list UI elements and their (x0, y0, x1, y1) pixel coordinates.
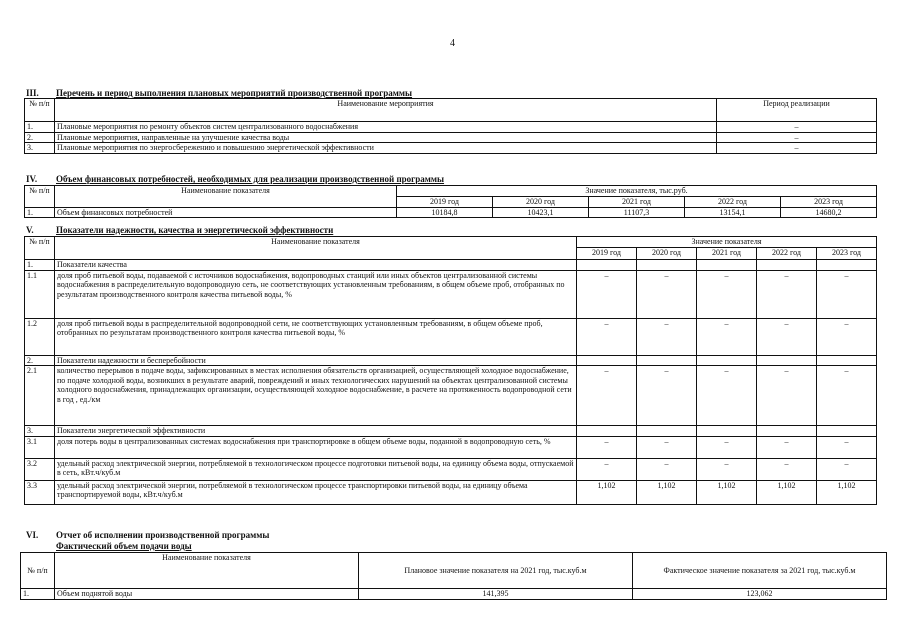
section-3-number: III. (26, 88, 39, 98)
table-row (25, 143, 877, 154)
row-value: – (577, 366, 637, 426)
table-row (25, 436, 877, 458)
row-value: – (637, 270, 697, 318)
s4-year: 2023 год (781, 197, 877, 208)
row-name: Объем поднятой воды (55, 589, 359, 600)
row-number: 1.1 (25, 270, 55, 318)
s3-header-period: Период реализации (717, 99, 877, 122)
row-value: – (817, 318, 877, 355)
table-row (25, 122, 877, 133)
s4-year: 2021 год (589, 197, 685, 208)
row-value: – (577, 458, 637, 480)
s5-year: 2023 год (817, 248, 877, 260)
row-name: доля потерь воды в централизованных системах водоснабжения при транспортировке в общем объеме воды, поданной в водопроводную сеть, % (55, 436, 577, 458)
row-name: Показатели качества (55, 260, 577, 271)
s4-year: 2020 год (493, 197, 589, 208)
row-number: 1. (25, 122, 55, 133)
section-5-number: V. (26, 225, 34, 235)
row-name: Плановые мероприятия, направленные на улучшение качества воды (55, 132, 717, 143)
table-row (25, 270, 877, 318)
row-name: удельный расход электрической энергии, потребляемой в технологическом процессе подготовки питьевой воды, на единицу объема воды, отпускаемой в сеть, кВт.ч/куб.м (55, 458, 577, 480)
table-group-row (25, 260, 877, 271)
row-number: 1. (25, 207, 55, 218)
s4-header-value: Значение показателя, тыс.руб. (397, 186, 877, 197)
row-number: 3.2 (25, 458, 55, 480)
s3-header-num: № п/п (25, 99, 55, 122)
section-6-table (20, 552, 887, 600)
row-name: Плановые мероприятия по ремонту объектов систем централизованного водоснабжения (55, 122, 717, 133)
section-3-table (24, 98, 877, 154)
row-value: – (757, 458, 817, 480)
row-name: доля проб питьевой воды, подаваемой с источников водоснабжения, водопроводных станций или иных объектов централизованной системы водоснабжения в распределительную водопроводную сеть, не соответствующих установленным требованиям, в общем объеме проб, отобранных по результатам производственного контроля качества питьевой воды, % (55, 270, 577, 318)
row-number: 3.3 (25, 480, 55, 504)
row-name: Плановые мероприятия по энергосбережению и повышению энергетической эффективности (55, 143, 717, 154)
section-3-heading (26, 88, 412, 98)
row-number: 1. (21, 589, 55, 600)
section-6-number: VI. (26, 530, 39, 540)
row-value: 11107,3 (589, 207, 685, 218)
row-value: 13154,1 (685, 207, 781, 218)
s4-header-num: № п/п (25, 186, 55, 208)
s6-header-name: Наименование показателя (55, 553, 359, 589)
row-value: 10423,1 (493, 207, 589, 218)
row-value: – (757, 436, 817, 458)
row-number: 2. (25, 132, 55, 143)
row-value: – (637, 458, 697, 480)
row-value: – (817, 458, 877, 480)
section-5-table (24, 236, 877, 505)
s4-header-name: Наименование показателя (55, 186, 397, 208)
row-number: 3. (25, 426, 55, 437)
row-value: 1,102 (577, 480, 637, 504)
row-value: – (697, 318, 757, 355)
s5-year: 2020 год (637, 248, 697, 260)
row-value: 1,102 (697, 480, 757, 504)
s6-header-plan: Плановое значение показателя на 2021 год, тыс.куб.м (359, 553, 633, 589)
row-name: удельный расход электрической энергии, потребляемой в технологическом процессе транспортировки питьевой воды, на единицу объема транспортируемой воды, кВт.ч/куб.м (55, 480, 577, 504)
row-value: – (577, 270, 637, 318)
row-value: – (637, 436, 697, 458)
row-number: 1.2 (25, 318, 55, 355)
section-6-title: Отчет об исполнении производственной программы (56, 530, 270, 540)
s5-header-value: Значение показателя (577, 237, 877, 248)
row-value: – (697, 366, 757, 426)
row-value: – (637, 366, 697, 426)
row-name: количество перерывов в подаче воды, зафиксированных в местах исполнения обязательств организацией, осуществляющей холодное водоснабжение, по подаче холодной воды, возникших в результате аварий, повреждений и иных технологических нарушений на объектах централизованной системы холодного водоснабжения, принадлежащих организации, осуществляющей холодное водоснабжение, в расчете на протяженность водопроводной сети в год , ед./км (55, 366, 577, 426)
s6-header-num: № п/п (21, 553, 55, 589)
row-value: – (577, 318, 637, 355)
section-6-subtitle: Фактический объем подачи воды (56, 541, 192, 551)
row-number: 2.1 (25, 366, 55, 426)
row-value: – (697, 458, 757, 480)
s4-year: 2019 год (397, 197, 493, 208)
page-number: 4 (450, 38, 455, 49)
row-name: Объем финансовых потребностей (55, 207, 397, 218)
section-5-title: Показатели надежности, качества и энергетической эффективности (56, 225, 334, 235)
section-6-heading (26, 530, 269, 540)
section-3-title: Перечень и период выполнения плановых мероприятий производственной программы (56, 88, 413, 98)
row-value: – (697, 270, 757, 318)
s5-header-num: № п/п (25, 237, 55, 260)
table-row (25, 480, 877, 504)
s5-year: 2021 год (697, 248, 757, 260)
table-row (25, 318, 877, 355)
row-number: 2. (25, 355, 55, 366)
section-4-number: IV. (26, 174, 38, 184)
s5-header-name: Наименование показателя (55, 237, 577, 260)
section-4-table (24, 185, 877, 218)
row-value: 1,102 (757, 480, 817, 504)
row-value: – (817, 436, 877, 458)
s6-header-fact: Фактическое значение показателя за 2021 год, тыс.куб.м (633, 553, 887, 589)
section-4-title: Объем финансовых потребностей, необходимых для реализации производственной программы (56, 174, 445, 184)
table-group-row (25, 426, 877, 437)
row-value: – (757, 318, 817, 355)
table-row (25, 132, 877, 143)
row-period: – (717, 122, 877, 133)
table-row (25, 366, 877, 426)
table-row (25, 207, 877, 218)
row-value: – (757, 366, 817, 426)
s5-year: 2019 год (577, 248, 637, 260)
s4-year: 2022 год (685, 197, 781, 208)
section-4-heading (26, 174, 444, 184)
table-row (25, 458, 877, 480)
section-5-heading (26, 225, 333, 235)
row-value: – (817, 270, 877, 318)
row-value: – (757, 270, 817, 318)
section-6-subheading (56, 541, 192, 551)
row-name: Показатели энергетической эффективности (55, 426, 577, 437)
row-fact-value: 123,062 (633, 589, 887, 600)
row-value: – (817, 366, 877, 426)
table-row (21, 589, 887, 600)
row-value: – (577, 436, 637, 458)
row-period: – (717, 132, 877, 143)
row-value: – (637, 318, 697, 355)
row-name: Показатели надежности и бесперебойности (55, 355, 577, 366)
row-value: – (697, 436, 757, 458)
row-value: 1,102 (637, 480, 697, 504)
row-value: 14680,2 (781, 207, 877, 218)
row-value: 10184,8 (397, 207, 493, 218)
table-group-row (25, 355, 877, 366)
row-plan-value: 141,395 (359, 589, 633, 600)
s5-year: 2022 год (757, 248, 817, 260)
row-period: – (717, 143, 877, 154)
row-value: 1,102 (817, 480, 877, 504)
row-number: 3. (25, 143, 55, 154)
row-name: доля проб питьевой воды в распределительной водопроводной сети, не соответствующих установленным требованиям, в общем объеме проб, отобранных по результатам производственного контроля качества питьевой воды, % (55, 318, 577, 355)
s3-header-name: Наименование мероприятия (55, 99, 717, 122)
row-number: 3.1 (25, 436, 55, 458)
row-number: 1. (25, 260, 55, 271)
